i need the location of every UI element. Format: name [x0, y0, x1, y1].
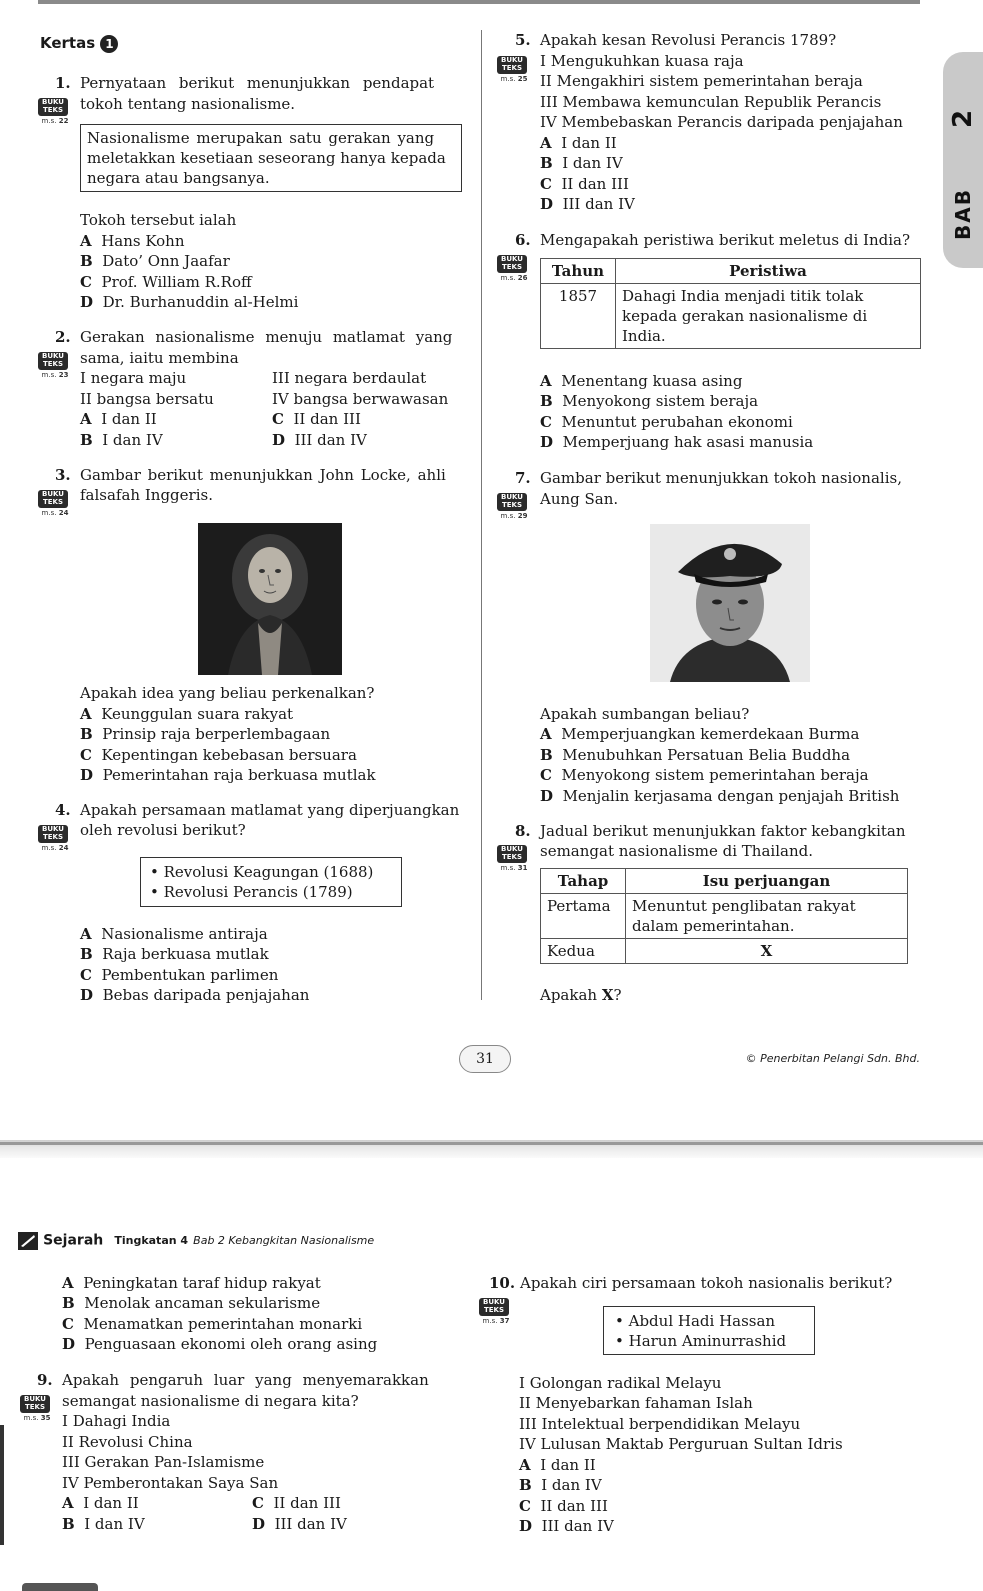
q3-option-c[interactable]: C Kepentingan kebebasan bersuara	[80, 746, 357, 764]
paper-label	[40, 33, 118, 53]
aung-san-portrait-image	[650, 524, 810, 682]
q2-option-c[interactable]: C II dan III	[272, 410, 361, 428]
q10-option-c[interactable]: C II dan III	[519, 1497, 608, 1515]
textbook-icon: BUKU TEKS m.s. 31	[497, 845, 527, 863]
chapter-tab	[943, 52, 983, 268]
q4-box-1: • Revolusi Keagungan (1688)	[150, 863, 374, 881]
q4-option-b[interactable]: B Raja berkuasa mutlak	[80, 945, 269, 963]
bottom-page-tab	[22, 1583, 98, 1591]
q2-stem-1: Gerakan nasionalisme menuju matlamat yang	[80, 328, 453, 346]
q2-item-1: I negara maju	[80, 369, 187, 387]
table-row	[541, 894, 908, 939]
table-cell: X	[626, 939, 908, 964]
q5-option-b[interactable]: B I dan IV	[540, 154, 623, 172]
q7-question: Apakah sumbangan beliau?	[540, 705, 750, 723]
chapter-title: Bab 2 Kebangkitan Nasionalisme	[193, 1234, 375, 1247]
table-cell: Pertama	[541, 894, 626, 939]
q3-stem-1: Gambar berikut menunjukkan John Locke, ahli	[80, 466, 446, 484]
q7-stem-1: Gambar berikut menunjukkan tokoh nasionalis,	[540, 469, 902, 487]
q10-box-1: • Abdul Hadi Hassan	[615, 1312, 776, 1330]
table-header: Tahap	[541, 869, 626, 894]
q7-option-a[interactable]: A Memperjuangkan kemerdekaan Burma	[540, 725, 860, 743]
john-locke-portrait	[198, 523, 342, 675]
q5-item-2: II Mengakhiri sistem pemerintahan beraja	[540, 72, 863, 90]
q6-table	[540, 258, 921, 349]
q9-option-d[interactable]: D III dan IV	[252, 1515, 347, 1533]
textbook-icon: BUKU TEKS m.s. 24	[38, 490, 68, 508]
q4-number: 4.	[55, 801, 71, 819]
q8-number: 8.	[515, 822, 531, 840]
q9-item-2: II Revolusi China	[62, 1433, 193, 1451]
table-cell: Kedua	[541, 939, 626, 964]
q6-stem: Mengapakah peristiwa berikut meletus di India?	[540, 231, 911, 249]
q10-item-1: I Golongan radikal Melayu	[519, 1374, 722, 1392]
q1-number: 1.	[55, 74, 71, 92]
q7-number: 7.	[515, 469, 531, 487]
page-number-badge: 31	[459, 1045, 511, 1073]
page-break-line	[0, 1142, 983, 1145]
q8-option-d[interactable]: D Penguasaan ekonomi oleh orang asing	[62, 1335, 378, 1353]
q4-option-a[interactable]: A Nasionalisme antiraja	[80, 925, 268, 943]
q7-option-b[interactable]: B Menubuhkan Persatuan Belia Buddha	[540, 746, 851, 764]
q10-number: 10.	[489, 1274, 516, 1292]
table-cell: Dahagi India menjadi titik tolak kepada gerakan nasionalisme di India.	[616, 284, 921, 349]
q4-box-2: • Revolusi Perancis (1789)	[150, 883, 353, 901]
q10-stem: Apakah ciri persamaan tokoh nasionalis berikut?	[520, 1274, 893, 1292]
q1-option-d[interactable]: D Dr. Burhanuddin al-Helmi	[80, 293, 299, 311]
q4-stem-2: oleh revolusi berikut?	[80, 821, 246, 839]
q8-stem-2: semangat nasionalisme di Thailand.	[540, 842, 813, 860]
textbook-icon: BUKU TEKS m.s. 37	[479, 1298, 509, 1316]
q10-item-3: III Intelektual berpendidikan Melayu	[519, 1415, 801, 1433]
textbook-icon: BUKU TEKS m.s. 25	[497, 56, 527, 74]
q2-option-d[interactable]: D III dan IV	[272, 431, 367, 449]
table-header: Tahun	[541, 259, 616, 284]
q1-question: Tokoh tersebut ialah	[80, 211, 237, 229]
table-row	[541, 939, 908, 964]
q1-option-a[interactable]: A Hans Kohn	[80, 232, 185, 250]
q1-quote-1: Nasionalisme merupakan satu gerakan yang	[87, 129, 435, 147]
q9-item-3: III Gerakan Pan-Islamisme	[62, 1453, 265, 1471]
table-header: Isu perjuangan	[626, 869, 908, 894]
q5-item-3: III Membawa kemunculan Republik Perancis	[540, 93, 882, 111]
q9-option-a[interactable]: A I dan II	[62, 1494, 139, 1512]
q3-option-b[interactable]: B Prinsip raja berperlembagaan	[80, 725, 331, 743]
q5-item-1: I Mengukuhkan kuasa raja	[540, 52, 744, 70]
q1-quote-3: negara atau bangsanya.	[87, 169, 270, 187]
q3-option-a[interactable]: A Keunggulan suara rakyat	[80, 705, 294, 723]
q7-option-d[interactable]: D Menjalin kerjasama dengan penjajah British	[540, 787, 900, 805]
q8-question: Apakah X?	[540, 986, 622, 1004]
textbook-icon: BUKU TEKS m.s. 22	[38, 98, 68, 116]
q5-item-4: IV Membebaskan Perancis daripada penjajahan	[540, 113, 903, 131]
q6-number: 6.	[515, 231, 531, 249]
q1-option-b[interactable]: B Dato’ Onn Jaafar	[80, 252, 230, 270]
page-edge-mark	[0, 1425, 4, 1545]
q9-stem-1: Apakah pengaruh luar yang menyemarakkan	[62, 1371, 429, 1389]
q7-stem-2: Aung San.	[540, 490, 619, 508]
q5-stem: Apakah kesan Revolusi Perancis 1789?	[540, 31, 837, 49]
john-locke-portrait-image	[198, 523, 342, 675]
q9-option-c[interactable]: C II dan III	[252, 1494, 341, 1512]
column-divider	[481, 30, 482, 1000]
q10-item-2: II Menyebarkan fahaman Islah	[519, 1394, 753, 1412]
paper-label-text: Kertas	[40, 34, 96, 52]
q2-number: 2.	[55, 328, 71, 346]
q9-item-4: IV Pemberontakan Saya San	[62, 1474, 279, 1492]
textbook-icon: BUKU TEKS m.s. 35	[20, 1395, 50, 1413]
q6-option-a[interactable]: A Menentang kuasa asing	[540, 372, 743, 390]
page2-header	[18, 1230, 374, 1252]
q9-item-1: I Dahagi India	[62, 1412, 171, 1430]
q1-stem-2: tokoh tentang nasionalisme.	[80, 95, 296, 113]
q1-stem-1: Pernyataan berikut menunjukkan pendapat	[80, 74, 435, 92]
q4-option-d[interactable]: D Bebas daripada penjajahan	[80, 986, 310, 1004]
q5-option-c[interactable]: C II dan III	[540, 175, 629, 193]
q7-option-c[interactable]: C Menyokong sistem pemerintahan beraja	[540, 766, 869, 784]
top-rule	[38, 0, 920, 4]
q10-box-2: • Harun Aminurrashid	[615, 1332, 787, 1350]
q3-stem-2: falsafah Inggeris.	[80, 486, 213, 504]
q10-item-4: IV Lulusan Maktab Perguruan Sultan Idris	[519, 1435, 843, 1453]
q6-option-c[interactable]: C Menuntut perubahan ekonomi	[540, 413, 793, 431]
q9-option-b[interactable]: B I dan IV	[62, 1515, 145, 1533]
q10-option-b[interactable]: B I dan IV	[519, 1476, 602, 1494]
q5-option-d[interactable]: D III dan IV	[540, 195, 635, 213]
q8-option-b[interactable]: B Menolak ancaman sekularisme	[62, 1294, 321, 1312]
textbook-icon: BUKU TEKS m.s. 23	[38, 352, 68, 370]
q3-option-d[interactable]: D Pemerintahan raja berkuasa mutlak	[80, 766, 376, 784]
textbook-icon: BUKU TEKS m.s. 26	[497, 255, 527, 273]
table-row	[541, 284, 921, 349]
level-label: Tingkatan 4	[114, 1234, 189, 1247]
q8-stem-1: Jadual berikut menunjukkan faktor kebangkitan	[540, 822, 906, 840]
table-header-row	[541, 869, 908, 894]
book-icon	[18, 1232, 38, 1250]
q6-option-b[interactable]: B Menyokong sistem beraja	[540, 392, 759, 410]
table-header: Peristiwa	[616, 259, 921, 284]
q8-table	[540, 868, 908, 964]
chapter-label: BAB	[951, 188, 975, 240]
subject-title: Sejarah	[43, 1232, 104, 1249]
publisher-credit: © Penerbitan Pelangi Sdn. Bhd.	[745, 1052, 920, 1065]
q4-stem-1: Apakah persamaan matlamat yang diperjuangkan	[80, 801, 460, 819]
q5-option-a[interactable]: A I dan II	[540, 134, 617, 152]
q8-option-a[interactable]: A Peningkatan taraf hidup rakyat	[62, 1274, 321, 1292]
table-header-row	[541, 259, 921, 284]
q8-option-c[interactable]: C Menamatkan pemerintahan monarki	[62, 1315, 363, 1333]
textbook-icon: BUKU TEKS m.s. 24	[38, 825, 68, 843]
q2-item-4: IV bangsa berwawasan	[272, 390, 449, 408]
q6-option-d[interactable]: D Memperjuang hak asasi manusia	[540, 433, 814, 451]
q1-option-c[interactable]: C Prof. William R.Roff	[80, 273, 252, 291]
q3-question: Apakah idea yang beliau perkenalkan?	[80, 684, 375, 702]
table-cell: Menuntut penglibatan rakyat dalam pemerintahan.	[626, 894, 908, 939]
q4-option-c[interactable]: C Pembentukan parlimen	[80, 966, 279, 984]
q5-number: 5.	[515, 31, 531, 49]
table-cell: 1857	[541, 284, 616, 349]
q2-option-b[interactable]: B I dan IV	[80, 431, 163, 449]
q3-number: 3.	[55, 466, 71, 484]
q2-item-2: II bangsa bersatu	[80, 390, 214, 408]
q2-stem-2: sama, iaitu membina	[80, 349, 239, 367]
paper-number-badge: 1	[100, 35, 118, 53]
chapter-number: 2	[948, 109, 978, 129]
q2-item-3: III negara berdaulat	[272, 369, 427, 387]
q10-option-d[interactable]: D III dan IV	[519, 1517, 614, 1535]
textbook-icon: BUKU TEKS m.s. 29	[497, 493, 527, 511]
aung-san-portrait	[650, 524, 810, 682]
q9-stem-2: semangat nasionalisme di negara kita?	[62, 1392, 359, 1410]
q2-option-a[interactable]: A I dan II	[80, 410, 157, 428]
q9-number: 9.	[37, 1371, 53, 1389]
q1-quote-2: meletakkan kesetiaan seseorang hanya kepada	[87, 149, 446, 167]
q10-option-a[interactable]: A I dan II	[519, 1456, 596, 1474]
